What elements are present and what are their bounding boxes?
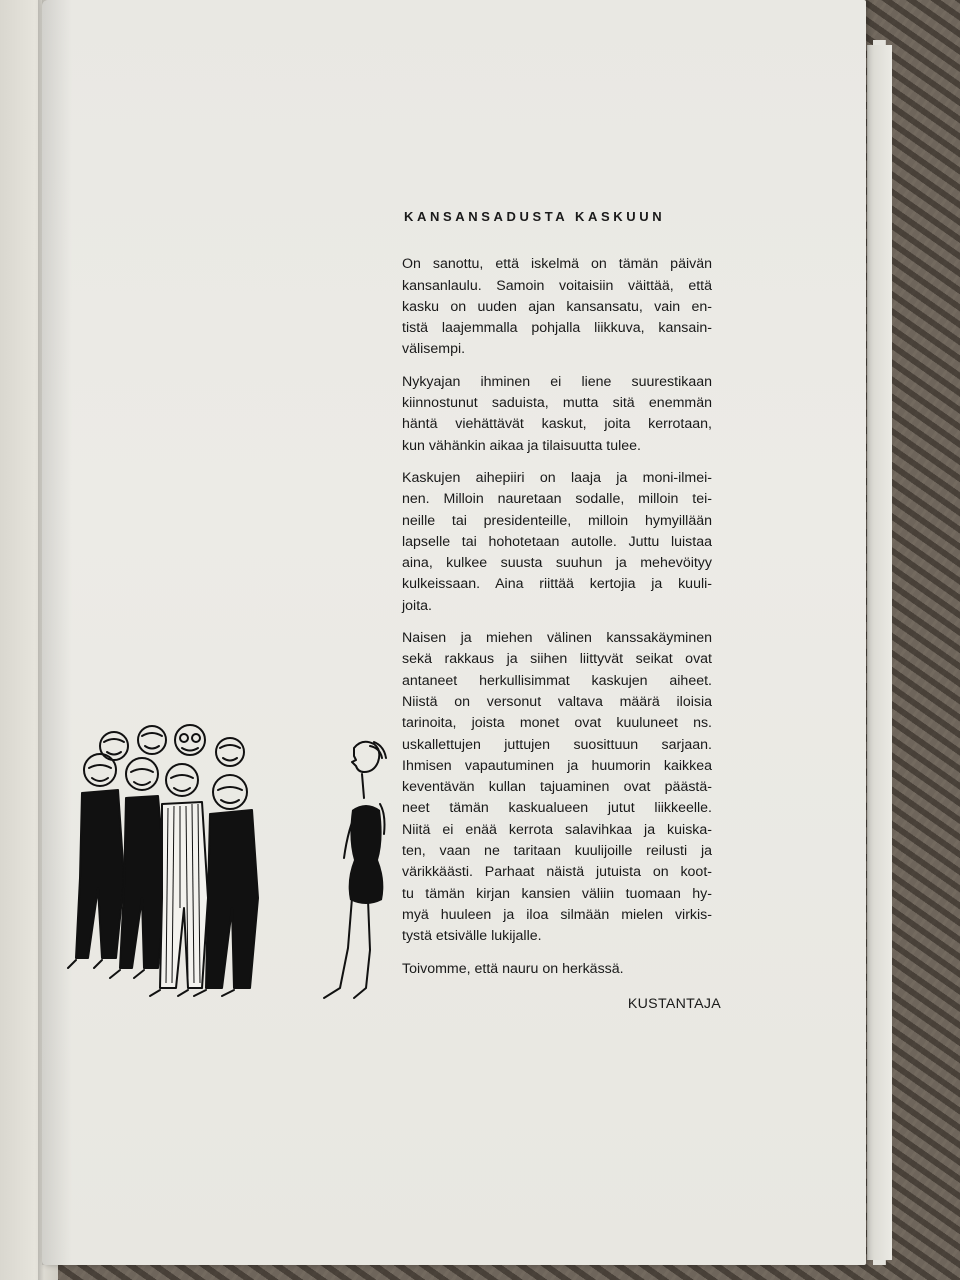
man-head-icon: [100, 732, 128, 760]
text-line: Niistä on versonut valtava määrä iloisia: [402, 693, 712, 710]
text-line: värikkäästi. Parhaat näistä jutuista on koot-: [402, 864, 712, 881]
text-line: kansanlaulu. Samoin voitaisiin väittää, että: [402, 277, 712, 294]
text-line: joita.: [402, 597, 432, 614]
text-line: tystä etsivälle lukijalle.: [402, 928, 542, 945]
text-line: häntä viehättävät kaskut, joita kerrotaan,: [402, 416, 712, 433]
paragraph: [402, 372, 712, 457]
text-line: Nykyajan ihminen ei liene suurestikaan: [402, 373, 712, 390]
woman-figure-icon: [324, 742, 386, 998]
text-line: Toivomme, että nauru on herkässä.: [402, 960, 624, 977]
text-line: keventävän kullan tajuaminen ovat päästä-: [402, 779, 712, 796]
text-line: välisempi.: [402, 341, 466, 358]
book-page: [42, 0, 866, 1265]
text-line: Naisen ja miehen välinen kanssakäyminen: [402, 630, 712, 647]
man-head-icon: [216, 738, 244, 766]
man-suit-icon: [206, 810, 258, 988]
article: [402, 206, 721, 1015]
man-head-icon: [138, 726, 166, 754]
publisher-signature: KUSTANTAJA: [627, 995, 721, 1012]
text-line: sekä rakkaus ja siihen liittyvät seikat ovat: [402, 651, 712, 668]
text-line: uskallettujen juttujen suosittuun sarjaan.: [402, 736, 712, 753]
text-line: kulkeissaan. Aina riittää kertojia ja kuuli-: [402, 576, 712, 593]
article-title: KANSANSADUSTA KASKUUN: [404, 209, 666, 224]
text-line: kun vähänkin aikaa ja tilaisuutta tulee.: [402, 437, 641, 454]
text-line: myä huuleen ja iloa silmään mielen virkis-: [402, 906, 712, 923]
striped-suit-icon: [160, 802, 208, 988]
paragraph: [402, 254, 712, 360]
paragraph: [402, 468, 712, 617]
text-line: tistä laajemmalla pohjalla liikkuva, kansain-: [402, 320, 712, 337]
text-line: kiinnostunut saduista, mutta sitä enemmän: [402, 395, 712, 412]
text-line: kasku on uuden ajan kansansatu, vain en-: [402, 298, 712, 315]
paragraph: [402, 959, 712, 980]
text-line: neet tämän kaskualueen jutut liikkeelle.: [402, 800, 712, 817]
page-binding-shade: [42, 0, 72, 1265]
text-line: aina, kulkee suusta suuhun ja mehevöityy: [402, 555, 712, 572]
text-line: Ihmisen vapautuminen ja huumorin kaikkea: [402, 757, 712, 774]
text-line: Niitä ei enää kerrota salavihkaa ja kuiska-: [402, 821, 712, 838]
text-line: antaneet herkullisimmat kaskujen aiheet.: [402, 672, 712, 689]
text-line: tu tämän kirjan kansien väliin tuomaan hy-: [402, 885, 712, 902]
text-line: neille tai presidenteille, milloin hymyillään: [402, 512, 712, 529]
text-line: On sanottu, että iskelmä on tämän päivän: [402, 256, 712, 273]
text-line: nen. Milloin nauretaan sodalle, milloin tei-: [402, 491, 712, 508]
text-line: ten, vaan ne taritaan kuulijoille reilusti ja: [402, 843, 712, 860]
text-line: lapselle tai hohotetaan autolle. Juttu luistaa: [402, 533, 712, 550]
stacked-page-edge: [867, 45, 892, 1260]
text-line: tarinoita, joista monet ovat kuuluneet ns.: [402, 715, 712, 732]
cartoon-illustration: [62, 718, 402, 1018]
text-line: Kaskujen aihepiiri on laaja ja moni-ilmei-: [402, 469, 712, 486]
paragraph: [402, 628, 712, 947]
man-suit-icon: [76, 790, 124, 958]
man-suit-icon: [120, 796, 166, 968]
